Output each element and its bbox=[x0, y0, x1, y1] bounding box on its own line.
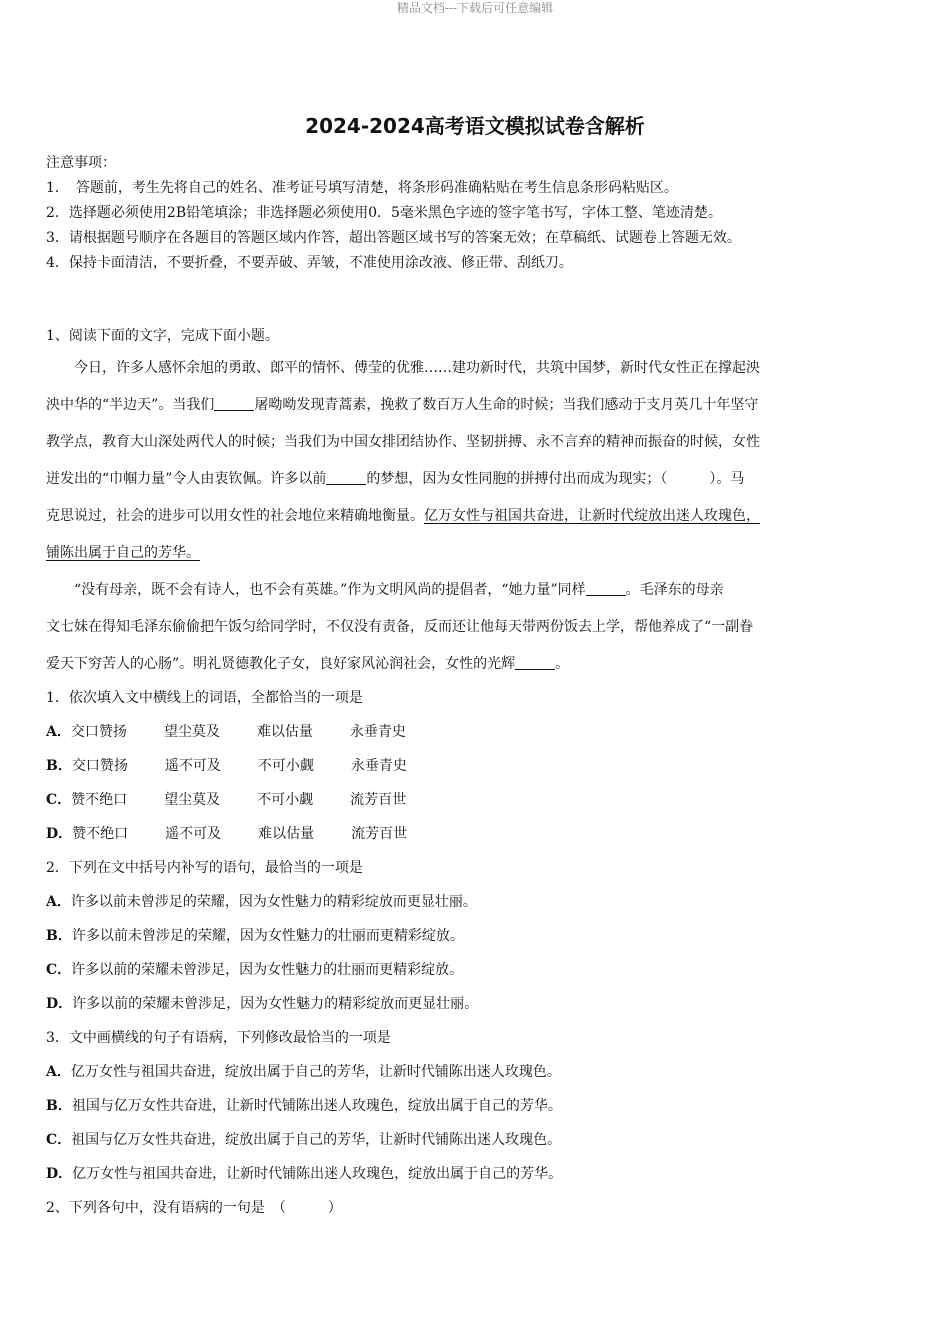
question-1-stem: 1．依次填入文中横线上的词语，全都恰当的一项是 bbox=[46, 690, 363, 706]
option-text: 祖国与亿万女性共奋进，绽放出属于自己的芳华，让新时代铺陈出迷人玫瑰色。 bbox=[71, 1132, 562, 1148]
fill-blank bbox=[326, 470, 366, 485]
passage-text: 克思说过，社会的进步可以用女性的社会地位来精确地衡量。 bbox=[46, 508, 424, 524]
question-3-option-d bbox=[46, 1164, 562, 1184]
passage-line bbox=[46, 578, 902, 615]
page-title: 2024-2024高考语文模拟试卷含解析 bbox=[305, 114, 645, 138]
passage-line: 文七妹在得知毛泽东偷偷把午饭匀给同学时，不仅没有责备，反而还让他每天带两份饭去上学，帮他养成了“一副眷 bbox=[46, 619, 754, 635]
question-1-option-a bbox=[46, 722, 443, 742]
question-3-option-a bbox=[46, 1062, 561, 1082]
option-word: 不可小觑 bbox=[257, 758, 314, 774]
option-word: 流芳百世 bbox=[350, 792, 407, 808]
passage-text: 迸发出的“巾帼力量”令人由衷钦佩。许多以前 bbox=[46, 471, 327, 487]
passage-line bbox=[46, 541, 902, 578]
passage-text: 的梦想，因为女性同胞的拼搏付出而成为现实；（ ）。马 bbox=[366, 471, 745, 487]
option-word: 望尘莫及 bbox=[163, 724, 220, 740]
notes-block bbox=[46, 151, 906, 276]
fill-blank bbox=[214, 396, 254, 411]
passage-paragraph-1 bbox=[46, 356, 902, 578]
passage-line bbox=[46, 393, 902, 430]
option-word: 不可小觑 bbox=[257, 792, 314, 808]
passage-line bbox=[46, 467, 902, 504]
option-word: 赞不绝口 bbox=[71, 792, 128, 808]
fill-blank bbox=[515, 655, 555, 670]
passage-text: 。毛泽东的母亲 bbox=[625, 582, 724, 598]
notes-heading: 注意事项： bbox=[46, 155, 116, 171]
option-word: 交口赞扬 bbox=[71, 758, 128, 774]
option-word: 难以估量 bbox=[256, 724, 313, 740]
option-text: 许多以前未曾涉足的荣耀，因为女性魅力的壮丽而更精彩绽放。 bbox=[71, 928, 464, 944]
option-letter: C． bbox=[46, 792, 72, 808]
option-text: 许多以前的荣耀未曾涉足，因为女性魅力的壮丽而更精彩绽放。 bbox=[71, 962, 464, 978]
notes-item: 4．保持卡面清洁，不要折叠，不要弄破、弄皱，不准使用涂改液、修正带、刮纸刀。 bbox=[46, 255, 573, 271]
passage-text: 泱中华的“半边天”。当我们 bbox=[46, 397, 215, 413]
question-2-option-b bbox=[46, 926, 464, 946]
option-word: 遥不可及 bbox=[165, 826, 222, 842]
option-letter: B． bbox=[46, 928, 72, 944]
question-1-option-d bbox=[46, 824, 444, 844]
option-text: 许多以前未曾涉足的荣耀，因为女性魅力的精彩绽放而更显壮丽。 bbox=[70, 894, 477, 910]
question-2-option-a bbox=[46, 892, 477, 912]
underlined-sentence: 亿万女性与祖国共奋进，让新时代绽放出迷人玫瑰色， bbox=[424, 508, 760, 524]
option-letter: A． bbox=[46, 1064, 71, 1080]
notes-item: 3．请根据题号顺序在各题目的答题区域内作答，超出答题区域书写的答案无效；在草稿纸、试题卷上答题无效。 bbox=[46, 230, 741, 246]
question-2-stem: 2．下列在文中括号内补写的语句，最恰当的一项是 bbox=[46, 860, 363, 876]
passage-text: 爱天下穷苦人的心肠”。明礼贤德教化子女，良好家风沁润社会，女性的光辉 bbox=[46, 656, 516, 672]
section1-heading: 1、阅读下面的文字，完成下面小题。 bbox=[46, 328, 279, 344]
notes-item: 2．选择题必须使用2B铅笔填涂；非选择题必须使用0．5毫米黑色字迹的签字笔书写，字体工整、笔迹清楚。 bbox=[46, 205, 722, 221]
passage-text: “没有母亲，既不会有诗人，也不会有英雄。”作为文明风尚的提倡者，“她力量”同样 bbox=[46, 582, 586, 598]
section2-heading: 2、下列各句中，没有语病的一句是 （ ） bbox=[46, 1200, 342, 1216]
passage-paragraph-2 bbox=[46, 578, 902, 689]
option-letter: B． bbox=[46, 758, 72, 774]
question-1-option-c bbox=[46, 790, 443, 810]
passage-text: 屠呦呦发现青蒿素，挽救了数百万人生命的时候；当我们感动于支月英几十年坚守 bbox=[254, 397, 759, 413]
passage-line bbox=[46, 504, 902, 541]
option-letter: C． bbox=[46, 1132, 72, 1148]
option-letter: C． bbox=[46, 962, 72, 978]
question-3-option-c bbox=[46, 1130, 561, 1150]
passage-line: 今日，许多人感怀余旭的勇敢、郎平的情怀、傅莹的优雅……建功新时代，共筑中国梦，新时代女性正在撑起泱 bbox=[46, 360, 760, 376]
option-word: 永垂青史 bbox=[350, 758, 407, 774]
option-word: 望尘莫及 bbox=[164, 792, 221, 808]
option-text: 许多以前的荣耀未曾涉足，因为女性魅力的精彩绽放而更显壮丽。 bbox=[72, 996, 479, 1012]
option-text: 亿万女性与祖国共奋进，让新时代铺陈出迷人玫瑰色，绽放出属于自己的芳华。 bbox=[72, 1166, 563, 1182]
option-word: 交口赞扬 bbox=[70, 724, 127, 740]
fill-blank bbox=[586, 581, 626, 596]
option-text: 亿万女性与祖国共奋进，绽放出属于自己的芳华，让新时代铺陈出迷人玫瑰色。 bbox=[70, 1064, 561, 1080]
question-1-option-b bbox=[46, 756, 444, 776]
option-letter: D． bbox=[46, 996, 73, 1012]
option-letter: A． bbox=[46, 894, 71, 910]
option-word: 赞不绝口 bbox=[72, 826, 129, 842]
option-letter: D． bbox=[46, 1166, 73, 1182]
option-letter: A． bbox=[46, 724, 71, 740]
question-2-option-c bbox=[46, 960, 463, 980]
question-3-option-b bbox=[46, 1096, 562, 1116]
question-3-stem: 3．文中画横线的句子有语病，下列修改最恰当的一项是 bbox=[46, 1030, 391, 1046]
option-word: 遥不可及 bbox=[164, 758, 221, 774]
notes-item: 1． 答题前，考生先将自己的姓名、准考证号填写清楚，将条形码准确粘贴在考生信息条形码粘贴区。 bbox=[46, 180, 678, 196]
option-word: 难以估量 bbox=[258, 826, 315, 842]
passage-text: 。 bbox=[555, 656, 570, 672]
passage-line bbox=[46, 652, 902, 689]
underlined-sentence: 铺陈出属于自己的芳华。 bbox=[46, 545, 200, 561]
option-word: 流芳百世 bbox=[351, 826, 408, 842]
watermark: 精品文档---下载后可任意编辑 bbox=[396, 1, 554, 15]
question-2-option-d bbox=[46, 994, 478, 1014]
option-letter: B． bbox=[46, 1098, 72, 1114]
option-word: 永垂青史 bbox=[349, 724, 406, 740]
option-text: 祖国与亿万女性共奋进，让新时代铺陈出迷人玫瑰色，绽放出属于自己的芳华。 bbox=[71, 1098, 562, 1114]
option-letter: D． bbox=[46, 826, 73, 842]
passage-line: 教学点，教育大山深处两代人的时候；当我们为中国女排团结协作、坚韧拼搏、永不言弃的精神而振奋的时候，女性 bbox=[46, 434, 760, 450]
